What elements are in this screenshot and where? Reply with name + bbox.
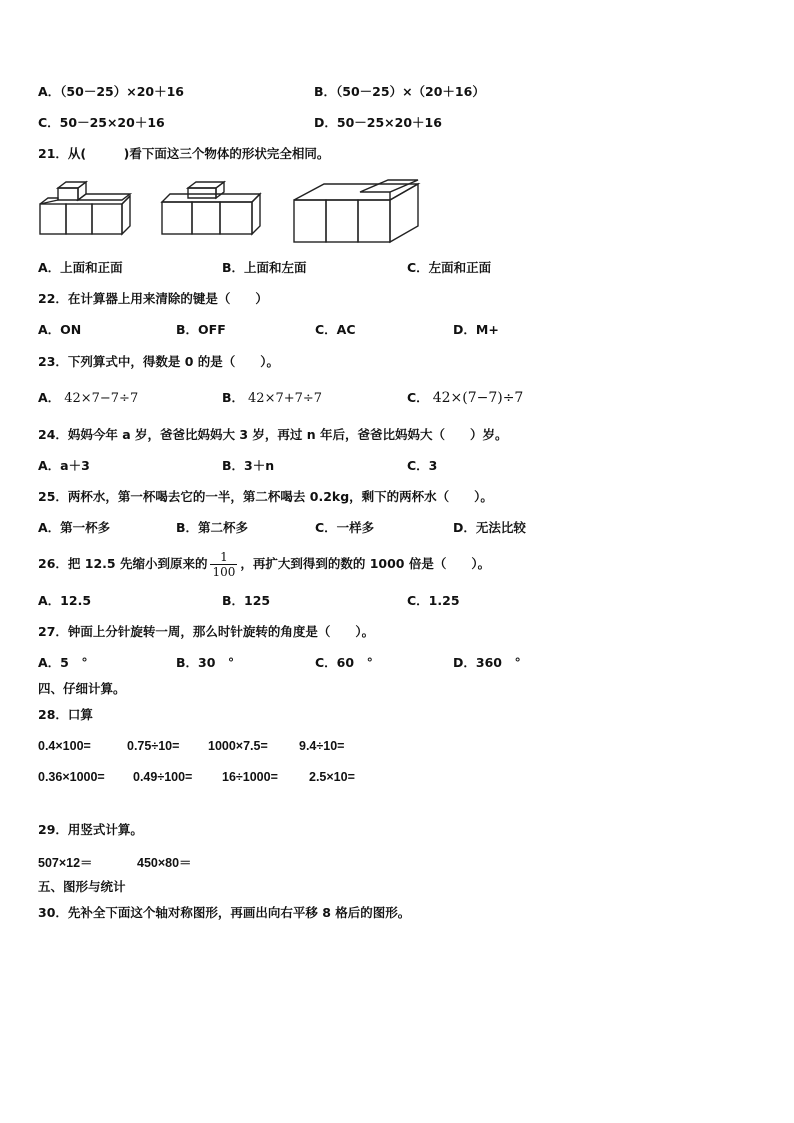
section-4-heading: 四、仔细计算。 — [38, 681, 126, 696]
q22-option-a: A．ON — [38, 322, 82, 337]
q26-fraction-denominator: 100 — [212, 565, 236, 579]
q26-option-a: A．12.5 — [38, 593, 92, 608]
q23-option-a-label: A． — [38, 390, 61, 405]
q26-option-b: B．125 — [222, 593, 271, 608]
q21-stem: 21．从( )看下面这三个物体的形状完全相同。 — [38, 146, 330, 161]
q25-option-a: A．第一杯多 — [38, 520, 111, 535]
q26-stem — [38, 548, 490, 580]
q28-item-3: 1000×7.5= — [208, 739, 268, 753]
q28-item-7: 16÷1000= — [222, 770, 278, 784]
q25-option-d: D．无法比较 — [453, 520, 526, 535]
section-5-heading: 五、图形与统计 — [38, 879, 126, 894]
q29-item-2: 450×80＝ — [137, 856, 192, 870]
q23-option-b-label: B． — [222, 390, 245, 405]
q28-item-4: 9.4÷10= — [299, 739, 345, 753]
q27-option-c: C．60 ° — [315, 655, 373, 670]
q28-item-8: 2.5×10= — [309, 770, 355, 784]
q28-item-6: 0.49÷100= — [133, 770, 193, 784]
q24-option-a: A．a＋3 — [38, 458, 90, 473]
q21-option-a: A．上面和正面 — [38, 260, 123, 275]
q26-option-c: C．1.25 — [407, 593, 460, 608]
q27-option-d: D．360 ° — [453, 655, 521, 670]
q29-stem: 29．用竖式计算。 — [38, 822, 143, 837]
q24-option-c: C．3 — [407, 458, 438, 473]
cube-figure-2 — [158, 180, 264, 242]
q26-fraction-numerator: 1 — [220, 550, 228, 564]
q26-fraction — [210, 550, 237, 579]
q23-option-c-expr: 42×(7−7)÷7 — [432, 390, 524, 406]
q23-option-c — [407, 390, 523, 406]
q22-stem: 22．在计算器上用来清除的键是（ ） — [38, 291, 268, 306]
q20-option-a: A．（50－25）×20＋16 — [38, 84, 184, 99]
q25-stem: 25．两杯水，第一杯喝去它的一半，第二杯喝去 0.2kg，剩下的两杯水（ ）。 — [38, 489, 493, 504]
q22-option-c: C．AC — [315, 322, 356, 337]
q29-item-1: 507×12＝ — [38, 856, 93, 870]
q27-stem: 27．钟面上分针旋转一周，那么时针旋转的角度是（ ）。 — [38, 624, 375, 639]
q22-option-d: D．M+ — [453, 322, 499, 337]
q28-stem: 28．口算 — [38, 707, 93, 722]
q21-option-c: C．左面和正面 — [407, 260, 492, 275]
q20-option-d: D．50－25×20＋16 — [314, 115, 442, 130]
q23-option-a — [38, 390, 138, 407]
q22-option-b: B．OFF — [176, 322, 226, 337]
cube-figure-1 — [36, 178, 136, 240]
q24-option-b: B．3＋n — [222, 458, 275, 473]
q23-option-c-label: C． — [407, 390, 429, 405]
q30-stem: 30．先补全下面这个轴对称图形，再画出向右平移 8 格后的图形。 — [38, 905, 411, 920]
q23-option-a-expr: 42×7−7÷7 — [64, 391, 139, 406]
q28-item-2: 0.75÷10= — [127, 739, 180, 753]
q23-option-b — [222, 390, 322, 407]
q23-stem: 23．下列算式中，得数是 0 的是（ ）。 — [38, 354, 280, 369]
q26-stem-before: 26．把 12.5 先缩小到原来的 — [38, 556, 208, 571]
q20-option-c: C．50－25×20＋16 — [38, 115, 165, 130]
q27-option-b: B．30 ° — [176, 655, 235, 670]
q28-item-5: 0.36×1000= — [38, 770, 105, 784]
q23-option-b-expr: 42×7+7÷7 — [248, 391, 323, 406]
q27-option-a: A．5 ° — [38, 655, 88, 670]
q25-option-b: B．第二杯多 — [176, 520, 249, 535]
q26-stem-after: ，再扩大到得到的数的 1000 倍是（ ）。 — [240, 556, 491, 571]
q21-option-b: B．上面和左面 — [222, 260, 307, 275]
q28-item-1: 0.4×100= — [38, 739, 91, 753]
cube-figure-3 — [290, 178, 422, 248]
q25-option-c: C．一样多 — [315, 520, 375, 535]
q20-option-b: B．（50－25）×（20＋16） — [314, 84, 485, 99]
q24-stem: 24．妈妈今年 a 岁，爸爸比妈妈大 3 岁，再过 n 年后，爸爸比妈妈大（ ）岁。 — [38, 427, 508, 442]
